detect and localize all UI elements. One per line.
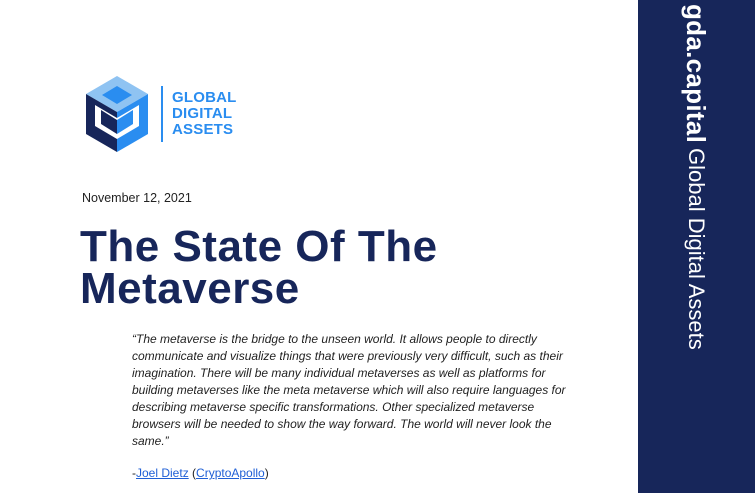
author-link[interactable]: Joel Dietz (136, 466, 189, 480)
cube-logo-icon (82, 74, 152, 154)
logo-line-3: ASSETS (172, 121, 234, 138)
sidebar-company-name: Global Digital Assets (684, 147, 709, 350)
handle-close-paren: ) (264, 466, 269, 480)
logo-wordmark (172, 90, 237, 138)
company-logo (82, 74, 237, 154)
logo-divider (161, 86, 163, 142)
quote-attribution (132, 466, 269, 480)
sidebar-branding (683, 4, 709, 349)
publication-date: November 12, 2021 (82, 191, 192, 205)
document-title: The State Of The Metaverse (80, 222, 438, 313)
quote-text: “The metaverse is the bridge to the unseen world. It allows people to directly communicate and visualize things that were previously very difficult, such as their imagination. There will be many individual metaverses as well as platforms for building metaverses like the meta metaverse which will also require languages for describing metaverse specific transformations. Other specialized metaverse browsers will be needed to show the way forward. The world will never look the same.” (132, 332, 566, 448)
author-handle-link[interactable]: CryptoApollo (196, 466, 265, 480)
logo-line-2: DIGITAL (172, 105, 233, 122)
sidebar-domain: gda.capital (681, 4, 711, 144)
logo-line-1: GLOBAL (172, 89, 237, 106)
attribution-dash: - (132, 466, 136, 480)
handle-open-paren: ( (188, 466, 197, 480)
